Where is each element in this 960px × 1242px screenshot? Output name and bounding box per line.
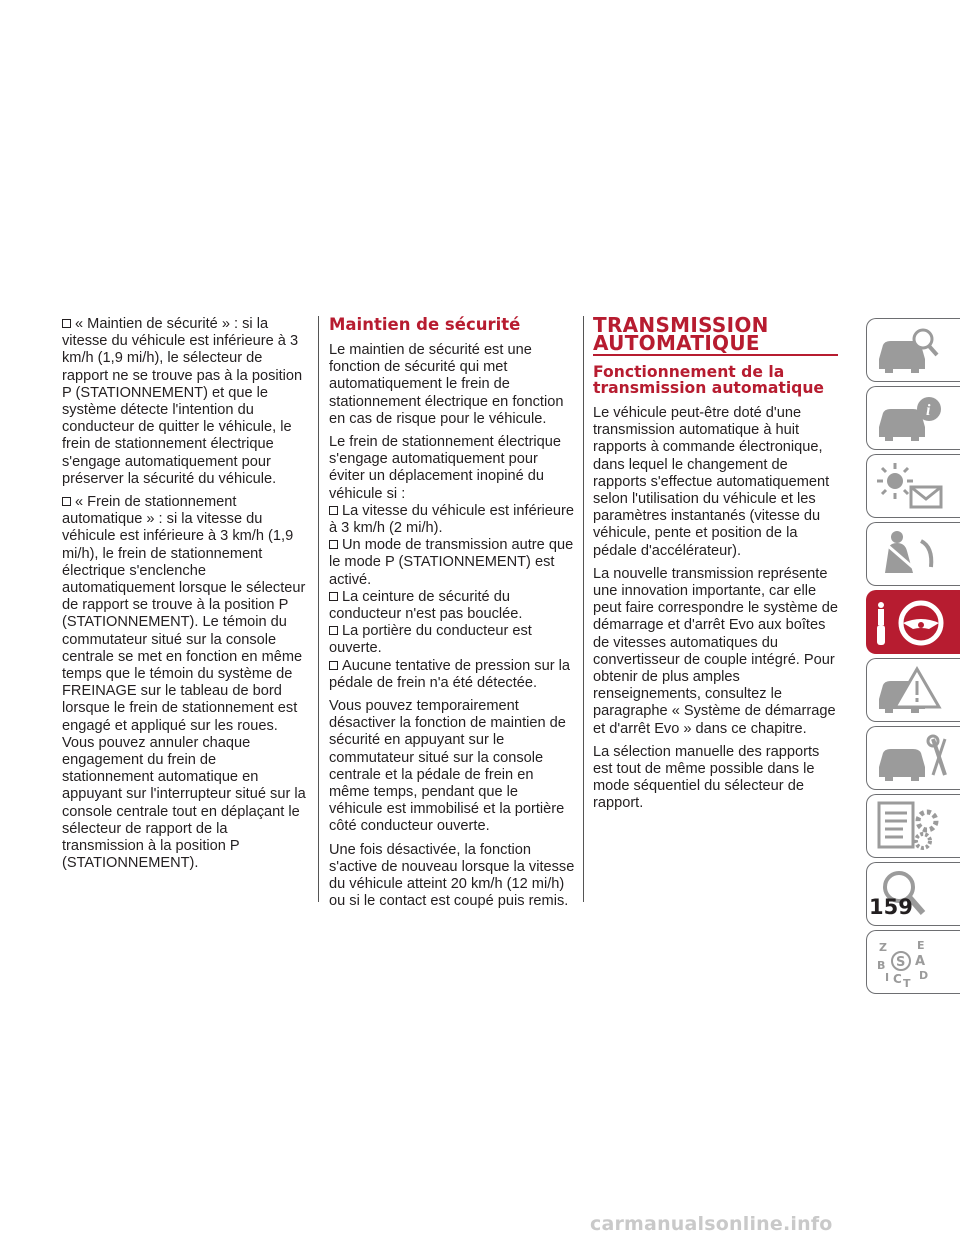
bullet-auto-park-brake: « Frein de stationnement automatique » : si la vitesse du véhicule est inférieure à 3 km/h (1,9 mi/h), le frein de stationnement électrique s'enclenche automatiquement lorsque le sélecteur de rapport se trouve à la position P (STATIONNEMENT). Le témoin du commutateur situé sur la console centrale se met en fonction en même temps que le témoin du système de FREINAGE sur le tableau de bord lorsque le frein de stationnement est engagé et appliqué sur les roues. Vous pouvez annuler chaque engagement du frein de stationnement automatique en appuyant sur l'interrupteur situé sur la console centrale tout en déplaçant le sélecteur de rapport de la transmission à la position P (STATIONNEMENT). <box>62 494 306 872</box>
bullet-box-icon <box>329 661 338 670</box>
bullet-box-icon <box>329 506 338 515</box>
index-letter: I <box>885 971 890 984</box>
index-letter: A <box>915 954 926 969</box>
warning-lights-icon <box>873 459 953 513</box>
tab-index[interactable] <box>866 930 960 994</box>
list-item: La vitesse du véhicule est inférieure à 3 km/h (2 mi/h). <box>329 502 575 537</box>
bullet-box-icon <box>62 497 71 506</box>
list-item: Aucune tentative de pression sur la pédale de frein n'a été détectée. <box>329 657 570 691</box>
column-right <box>593 313 838 819</box>
car-search-icon <box>873 323 953 377</box>
chapter-title: TRANSMISSION AUTOMATIQUE <box>593 316 838 356</box>
technical-data-icon <box>873 799 953 853</box>
paragraph: La nouvelle transmission représente une innovation importante, car elle peut faire correspondre le système de démarrage et d'arrêt Evo aux boîtes de vitesses automatiques du convertisseur de couple intégré. Pour obtenir de plus amples renseignements, consultez le paragraphe « Système de démarrage et d'arrêt Evo » dans ce chapitre. <box>593 565 838 737</box>
safety-seat-icon <box>873 527 953 581</box>
tab-car-search[interactable] <box>866 318 960 382</box>
paragraph: La sélection manuelle des rapports est tout de même possible dans le mode séquentiel du sélecteur de rapport. <box>593 743 820 812</box>
paragraph: Le frein de stationnement électrique s'engage automatiquement pour éviter un déplacement inopiné du véhicule si : <box>329 434 562 502</box>
bullet-safety-hold: « Maintien de sécurité » : si la vitesse du véhicule est inférieure à 3 km/h (1,9 mi/h), le sélecteur de rapport ne se trouve pas à la position P (STATIONNEMENT) et que le système détecte l'intention du conducteur de quitter le véhicule, le frein de stationnement électrique s'engage automatiquement pour préserver la sécurité du véhicule. <box>62 316 303 487</box>
index-letter: B <box>877 959 886 972</box>
index-letter: Z <box>879 941 887 954</box>
tab-safety[interactable] <box>866 522 960 586</box>
bullet-box-icon <box>329 626 338 635</box>
bullet-box-icon <box>62 319 71 328</box>
bullet-box-icon <box>329 592 338 601</box>
section-heading: Fonctionnement de la transmission automatique <box>593 363 824 397</box>
car-maintenance-icon <box>873 731 953 785</box>
watermark: carmanualsonline.info <box>590 1213 833 1235</box>
paragraph: Le véhicule peut-être doté d'une transmission automatique à huit rapports à commande électronique, dans lequel le changement de rapports s'effectue automatiquement selon l'utilisation du véhicule et les paramètres instantanés (vitesse du véhicule, pente et position de la pédale d'accélérateur). <box>593 405 830 559</box>
tab-emergency[interactable] <box>866 658 960 722</box>
column-divider <box>583 316 584 902</box>
index-letter: C <box>893 972 902 986</box>
svg-text:i: i <box>926 402 931 419</box>
tab-starting-driving[interactable] <box>866 590 960 654</box>
section-heading: Maintien de sécurité <box>329 315 521 334</box>
list-item: Un mode de transmission autre que le mode P (STATIONNEMENT) est activé. <box>329 537 574 588</box>
paragraph: Une fois désactivée, la fonction s'active de nouveau lorsque la vitesse du véhicule atteint 20 km/h (12 mi/h) ou si le contact est coupé puis remis. <box>329 841 575 910</box>
list-item: La ceinture de sécurité du conducteur n'est pas bouclée. <box>329 588 523 623</box>
paragraph: Le maintien de sécurité est une fonction de sécurité qui met automatiquement le frein de stationnement électrique en fonction en cas de risque pour le véhicule. <box>329 342 564 427</box>
index-letter: S <box>896 955 906 970</box>
tab-maintenance[interactable] <box>866 726 960 790</box>
paragraph: Vous pouvez temporairement désactiver la fonction de maintien de sécurité en appuyant sur le commutateur situé sur la console centrale et la pédale de frein en même temps, pendant que le véhicule est immobilisé et la portière côté conducteur ouverte. <box>329 698 566 835</box>
index-letter: D <box>919 969 929 982</box>
car-emergency-icon <box>873 663 953 717</box>
index-letter: T <box>903 977 911 989</box>
alphabet-index-icon <box>873 935 953 989</box>
column-middle <box>329 316 575 917</box>
column-left <box>62 316 308 879</box>
tab-car-info[interactable] <box>866 386 960 450</box>
bullet-box-icon <box>329 540 338 549</box>
page-number: 159 <box>869 895 913 919</box>
car-info-icon <box>873 391 953 445</box>
list-item: La portière du conducteur est ouverte. <box>329 623 532 657</box>
column-divider <box>318 316 319 902</box>
index-letter: E <box>917 939 925 952</box>
tab-warning-lights[interactable] <box>866 454 960 518</box>
key-steering-wheel-icon <box>873 595 953 649</box>
tab-technical-data[interactable] <box>866 794 960 858</box>
